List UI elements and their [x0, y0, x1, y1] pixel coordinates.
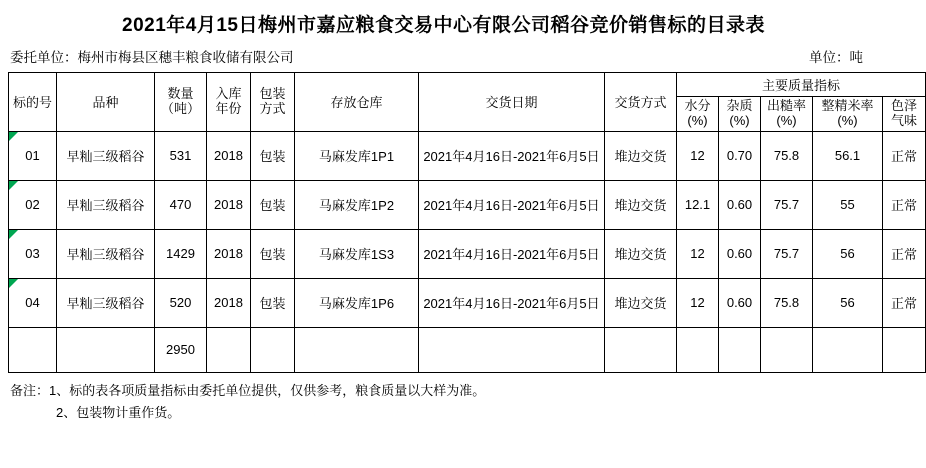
cell-biao-de-hao-text: 01: [25, 148, 40, 164]
header-bao-zhuang-line1: 包装: [259, 86, 286, 101]
header-se-ze-qi-wei: [883, 97, 926, 132]
cell-bao-zhuang-fang-shi: 包装: [251, 229, 295, 278]
total-cell-empty-8: [677, 327, 719, 372]
cell-ru-ku-nian-fen: 2018: [207, 229, 251, 278]
info-row: [8, 46, 879, 72]
row-marker-icon: [9, 132, 18, 141]
header-zheng-jing-mi-lv: [813, 97, 883, 132]
row-marker-icon: [9, 279, 18, 288]
cell-ru-ku-nian-fen: 2018: [207, 131, 251, 180]
header-bao-zhuang-fang-shi: [251, 73, 295, 132]
cell-se-ze-qi-wei: 正常: [883, 180, 926, 229]
header-shui-fen-line1: 水分: [684, 98, 711, 113]
header-zheng-jing-mi-lv-line1: 整精米率: [821, 98, 874, 113]
cell-za-zhi: 0.60: [719, 278, 761, 327]
header-zheng-jing-mi-lv-line2: (%): [837, 112, 858, 128]
cell-chu-cao-lv: 75.7: [761, 180, 813, 229]
total-cell-empty-7: [605, 327, 677, 372]
cell-shu-liang: 1429: [155, 229, 207, 278]
header-ru-ku-line1: 入库: [215, 86, 242, 101]
cell-biao-de-hao-text: 03: [25, 246, 40, 262]
header-jiao-huo-ri-qi: 交货日期: [419, 73, 605, 132]
cell-shui-fen: 12.1: [677, 180, 719, 229]
entrust-unit-label: 委托单位：梅州市梅县区穗丰粮食收储有限公司: [10, 50, 294, 65]
table-row: [9, 180, 926, 229]
header-chu-cao-lv-line1: 出糙率: [766, 98, 806, 113]
header-bao-zhuang-line2: 方式: [259, 100, 286, 116]
cell-bao-zhuang-fang-shi: 包装: [251, 278, 295, 327]
cell-se-ze-qi-wei: 正常: [883, 229, 926, 278]
note-line-1: 备注：1、标的表各项质量指标由委托单位提供，仅供参考，粮食质量以大样为准。: [10, 382, 486, 398]
cell-ru-ku-nian-fen: 2018: [207, 278, 251, 327]
cell-biao-de-hao: [9, 180, 57, 229]
notes-section: [8, 373, 879, 424]
total-cell-empty-3: [207, 327, 251, 372]
header-jiao-huo-fang-shi: 交货方式: [605, 73, 677, 132]
header-cun-fang-cang-ku: 存放仓库: [295, 73, 419, 132]
cell-ru-ku-nian-fen: 2018: [207, 180, 251, 229]
cell-jiao-huo-fang-shi: 堆边交货: [605, 229, 677, 278]
header-se-ze-line1: 色泽: [890, 98, 917, 113]
cell-shu-liang: 531: [155, 131, 207, 180]
header-za-zhi-line2: (%): [729, 112, 750, 128]
cell-chu-cao-lv: 75.8: [761, 131, 813, 180]
table-header-row-1: [9, 73, 926, 97]
total-cell-empty-10: [761, 327, 813, 372]
cell-zheng-jing-mi-lv: 55: [813, 180, 883, 229]
cell-pin-zhong: 早籼三级稻谷: [57, 278, 155, 327]
header-shu-liang: [155, 73, 207, 132]
total-cell-empty-12: [883, 327, 926, 372]
unit-label: 单位：吨: [809, 50, 863, 65]
cell-chu-cao-lv: 75.8: [761, 278, 813, 327]
header-ru-ku-nian-fen: [207, 73, 251, 132]
cell-cun-fang-cang-ku: 马麻发库1S3: [295, 229, 419, 278]
header-za-zhi: [719, 97, 761, 132]
cell-cun-fang-cang-ku: 马麻发库1P1: [295, 131, 419, 180]
header-qi-wei-line2: 气味: [890, 112, 917, 128]
cell-jiao-huo-fang-shi: 堆边交货: [605, 180, 677, 229]
table-total-row: [9, 327, 926, 372]
header-chu-cao-lv: [761, 97, 813, 132]
header-chu-cao-lv-line2: (%): [776, 112, 797, 128]
bid-items-table: [8, 72, 926, 373]
header-ru-ku-line2: 年份: [215, 100, 242, 116]
cell-biao-de-hao-text: 02: [25, 197, 40, 213]
cell-chu-cao-lv: 75.7: [761, 229, 813, 278]
table-row: [9, 229, 926, 278]
header-shui-fen: [677, 97, 719, 132]
cell-shu-liang: 470: [155, 180, 207, 229]
note-line-2: 2、包装物计重作货。: [56, 404, 181, 420]
total-cell-empty-11: [813, 327, 883, 372]
cell-shui-fen: 12: [677, 229, 719, 278]
total-cell-empty-5: [295, 327, 419, 372]
cell-biao-de-hao-text: 04: [25, 295, 40, 311]
cell-jiao-huo-ri-qi: 2021年4月16日-2021年6月5日: [419, 278, 605, 327]
cell-biao-de-hao: [9, 131, 57, 180]
total-cell-empty-9: [719, 327, 761, 372]
table-row: [9, 131, 926, 180]
page-title: 2021年4月15日梅州市嘉应粮食交易中心有限公司稻谷竞价销售标的目录表: [122, 15, 765, 36]
table-row: [9, 278, 926, 327]
cell-zheng-jing-mi-lv: 56: [813, 278, 883, 327]
cell-jiao-huo-ri-qi: 2021年4月16日-2021年6月5日: [419, 229, 605, 278]
cell-se-ze-qi-wei: 正常: [883, 278, 926, 327]
cell-za-zhi: 0.60: [719, 229, 761, 278]
cell-jiao-huo-ri-qi: 2021年4月16日-2021年6月5日: [419, 131, 605, 180]
cell-pin-zhong: 早籼三级稻谷: [57, 180, 155, 229]
total-cell-empty-1: [9, 327, 57, 372]
cell-jiao-huo-ri-qi: 2021年4月16日-2021年6月5日: [419, 180, 605, 229]
cell-biao-de-hao: [9, 278, 57, 327]
cell-jiao-huo-fang-shi: 堆边交货: [605, 278, 677, 327]
header-shu-liang-line2: （吨）: [160, 100, 200, 116]
total-quantity: 2950: [155, 327, 207, 372]
cell-shu-liang: 520: [155, 278, 207, 327]
cell-shui-fen: 12: [677, 131, 719, 180]
header-zhu-yao-zhi-liang-zhi-biao: 主要质量指标: [677, 73, 926, 97]
cell-cun-fang-cang-ku: 马麻发库1P6: [295, 278, 419, 327]
row-marker-icon: [9, 181, 18, 190]
header-biao-de-hao: 标的号: [9, 73, 57, 132]
cell-zheng-jing-mi-lv: 56.1: [813, 131, 883, 180]
header-shui-fen-line2: (%): [687, 112, 708, 128]
row-marker-icon: [9, 230, 18, 239]
total-cell-empty-4: [251, 327, 295, 372]
header-shu-liang-line1: 数量: [167, 86, 194, 101]
cell-bao-zhuang-fang-shi: 包装: [251, 131, 295, 180]
cell-bao-zhuang-fang-shi: 包装: [251, 180, 295, 229]
cell-za-zhi: 0.70: [719, 131, 761, 180]
total-cell-empty-2: [57, 327, 155, 372]
header-za-zhi-line1: 杂质: [726, 98, 753, 113]
cell-biao-de-hao: [9, 229, 57, 278]
cell-se-ze-qi-wei: 正常: [883, 131, 926, 180]
total-cell-empty-6: [419, 327, 605, 372]
cell-zheng-jing-mi-lv: 56: [813, 229, 883, 278]
cell-shui-fen: 12: [677, 278, 719, 327]
cell-jiao-huo-fang-shi: 堆边交货: [605, 131, 677, 180]
header-pin-zhong: 品种: [57, 73, 155, 132]
cell-pin-zhong: 早籼三级稻谷: [57, 131, 155, 180]
cell-pin-zhong: 早籼三级稻谷: [57, 229, 155, 278]
cell-cun-fang-cang-ku: 马麻发库1P2: [295, 180, 419, 229]
cell-za-zhi: 0.60: [719, 180, 761, 229]
